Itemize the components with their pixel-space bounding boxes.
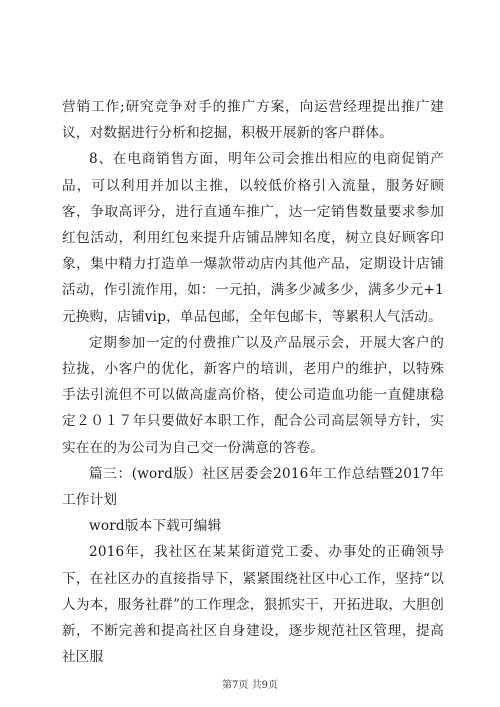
paragraph-community-2016: 2016年，我社区在某某街道党工委、办事处的正确领导下，在社区办的直接指导下，紧紧围绕社区中心工作，坚持“以人为本，服务社群”的工作理念，狠抓实干，开拓进取，大胆创新，不断完善和提高社区自身建设，逐步规范社区管理，提高社区服 [62,544,444,666]
paragraph-ecommerce-sales: 8、在电商销售方面，明年公司会推出相应的电商促销产品，可以利用并加以主推，以较低价格引入流量，服务好顾客，争取高评分，进行直通车推广，达一定销售数量要求参加红包活动，利用红包来提升店铺品牌知名度，树立良好顾客印象，集中精力打造单一爆款带动店内其他产品，定期设计店铺活动，作引流作用，如：一元拍，满多少减多少，满多少元+1元换购，店铺vip，单品包邮，全年包邮卡，等累积人气活动。 [62,151,444,325]
page-number-footer: 第7页 共9页 [222,680,278,691]
paragraph-paid-promotion: 定期参加一定的付费推广以及产品展示会，开展大客户的拉拢，小客户的优化，新客户的培训，老用户的维护，以特殊手法引流但不可以做高虚高价格，使公司造血功能一直健康稳定２０１７年只要做好本职工作，配合公司高层领导方针，实实在在的为公司为自己交一份满意的答卷。 [62,334,444,456]
paragraph-marketing-work: 营销工作;研究竞争对手的推广方案，向运营经理提出推广建议，对数据进行分析和挖掘，积极开展新的客户群体。 [62,99,444,142]
download-note: word版本下载可编辑 [89,518,222,535]
document-body [62,94,444,670]
section-heading: 篇三：(word版）社区居委会2016年工作总结暨2017年工作计划 [62,465,444,509]
